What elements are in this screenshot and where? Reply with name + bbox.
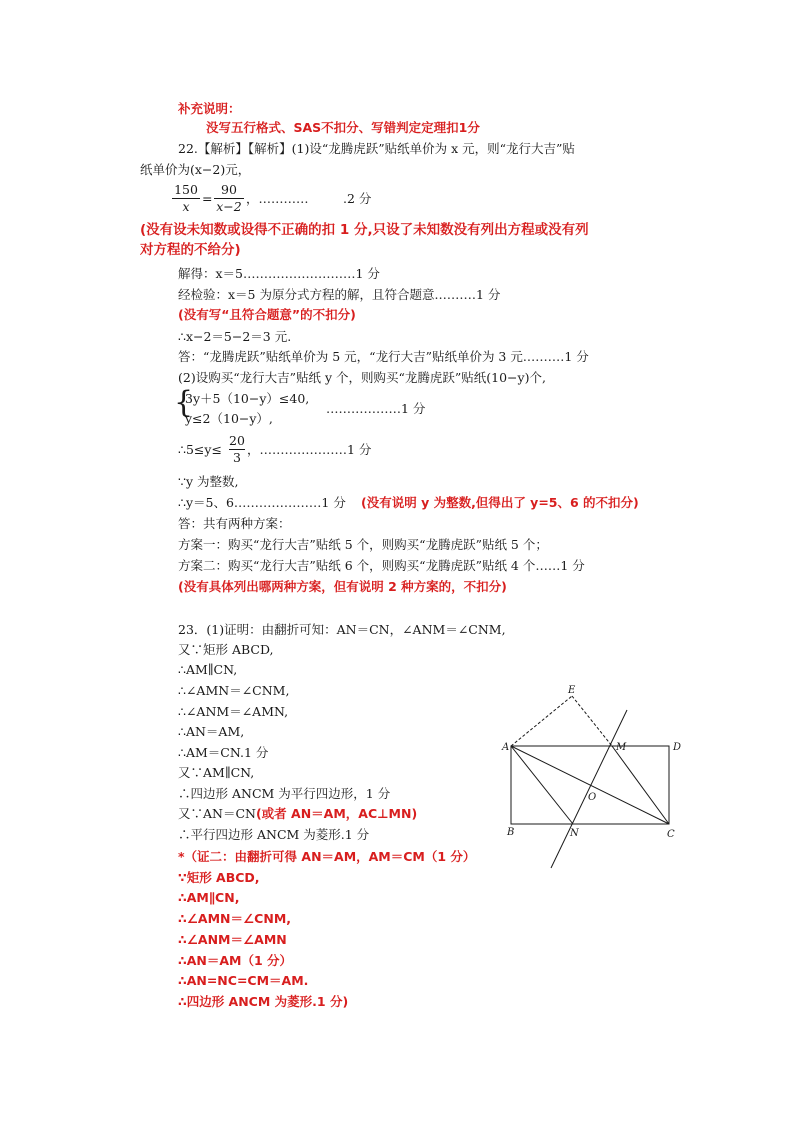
point-label-o: O	[588, 792, 597, 803]
q22-y-values: ∴y＝5、6…………………1 分	[178, 495, 346, 510]
q22-solve: 解得：x＝5………………………1 分	[178, 266, 380, 281]
q23-alt-proof-8: ∴四边形 ANCM 为菱形.1 分)	[178, 994, 349, 1009]
segment-an	[511, 746, 573, 824]
q22-system-eq2: y≤2（10−y）,	[185, 411, 273, 426]
q23-line-3: ∴AM∥CN,	[178, 662, 238, 677]
q22-ineq-tail: ，…………………1 分	[247, 442, 372, 457]
fraction-denominator: x−2	[216, 199, 242, 214]
q23-line-9: ∴四边形 ANCM 为平行四边形，1 分	[178, 786, 391, 801]
q23-alt-proof-5: ∴∠ANM＝∠AMN	[178, 932, 287, 947]
supplement-title: 补充说明：	[178, 101, 241, 116]
fraction-denominator: 3	[233, 450, 241, 465]
q22-line1: 22.【解析】【解析】(1)设“龙腾虎跃”贴纸单价为 x 元，则“龙行大吉”贴	[178, 141, 575, 156]
q22-red-note-1b: 对方程的不给分)	[140, 242, 241, 258]
supplement-note: 没写五行格式、SAS不扣分、写错判定定理扣1分	[206, 120, 480, 135]
q22-since-integer: ∵y 为整数,	[178, 474, 239, 489]
point-label-m: M	[616, 742, 627, 753]
q22-red-note-3: (没有说明 y 为整数,但得出了 y=5、6 的不扣分)	[361, 495, 639, 510]
dashed-line-ae	[511, 696, 572, 746]
q22-ineq-pre: ∴5≤y≤	[178, 442, 222, 457]
q22-answer-2: 答：共有两种方案：	[178, 516, 291, 531]
point-label-e: E	[568, 685, 576, 696]
q22-system-score: ………………1 分	[326, 401, 426, 416]
q22-ineq-fraction	[229, 434, 245, 465]
q23-alt-proof-3: ∴AM∥CN,	[178, 890, 240, 905]
q22-eq-sign: =	[202, 191, 213, 206]
q23-line-7: ∴AM＝CN.1 分	[178, 745, 269, 760]
diagonal-ac	[511, 746, 669, 824]
q23-alt-proof-2: ∵矩形 ABCD,	[178, 870, 260, 885]
q22-eq-score: .2 分	[343, 191, 372, 206]
geometry-figure	[498, 682, 688, 872]
q23-line-11: ∴平行四边形 ANCM 为菱形.1 分	[178, 827, 370, 842]
q22-therefore-1: ∴x−2＝5−2＝3 元.	[178, 329, 292, 344]
q22-plan-2: 方案二：购买“龙行大吉”贴纸 6 个，则购买“龙腾虎跃”贴纸 4 个……1 分	[178, 558, 585, 573]
fold-line-mn	[551, 710, 627, 868]
q23-line-10-red-note: (或者 AN＝AM，AC⊥MN)	[255, 806, 418, 821]
q22-red-note-1a: (没有设未知数或设得不正确的扣 1 分,只设了未知数没有列出方程或没有列	[140, 222, 589, 238]
dashed-line-em	[572, 696, 612, 746]
q23-alt-proof-6: ∴AN＝AM（1 分）	[178, 953, 292, 968]
q23-alt-proof-4: ∴∠AMN＝∠CNM,	[178, 911, 292, 926]
point-label-n: N	[570, 828, 579, 839]
point-label-a: A	[502, 742, 510, 753]
q22-check: 经检验：x＝5 为原分式方程的解，且符合题意.………1 分	[178, 287, 501, 302]
q22-red-note-2: (没有写“且符合题意”的不扣分)	[178, 307, 356, 322]
q22-line2: 纸单价为(x−2)元，	[140, 162, 251, 177]
q23-line-2: 又∵矩形 ABCD,	[178, 642, 274, 657]
q23-alt-proof-7: ∴AN=NC=CM＝AM.	[178, 973, 309, 988]
q23-line-5: ∴∠ANM＝∠AMN,	[178, 704, 289, 719]
q22-red-note-4: (没有具体列出哪两种方案，但有说明 2 种方案的，不扣分)	[178, 579, 507, 594]
fraction-denominator: x	[182, 199, 190, 214]
q23-line-10-text: 又∵AN＝CN	[178, 806, 256, 821]
q23-alt-proof-1: *（证二：由翻折可得 AN＝AM，AM＝CM（1 分）	[178, 849, 476, 864]
point-label-b: B	[507, 827, 515, 838]
q23-line-10	[178, 806, 417, 822]
fraction-numerator: 150	[174, 182, 198, 197]
q22-plan-1: 方案一：购买“龙行大吉”贴纸 5 个，则购买“龙腾虎跃”贴纸 5 个；	[178, 537, 548, 552]
q22-answer-1: 答：“龙腾虎跃”贴纸单价为 5 元，“龙行大吉”贴纸单价为 3 元.………1 分	[178, 349, 589, 364]
q23-line-4: ∴∠AMN＝∠CNM,	[178, 683, 290, 698]
q22-fraction-2	[214, 183, 244, 214]
q22-fraction-1	[172, 183, 200, 214]
point-label-d: D	[673, 742, 682, 753]
segment-mc	[612, 746, 669, 824]
q22-system-eq1: 3y＋5（10−y）≤40,	[185, 391, 310, 406]
point-label-c: C	[667, 829, 675, 840]
fraction-numerator: 20	[229, 433, 245, 448]
q23-line-6: ∴AN＝AM,	[178, 724, 245, 739]
q23-line-8: 又∵AM∥CN,	[178, 765, 255, 780]
system-brace: {	[174, 385, 194, 420]
q23-line-1: 23．(1)证明：由翻折可知：AN＝CN，∠ANM＝∠CNM,	[178, 622, 506, 637]
q22-part2: (2)设购买“龙行大吉”贴纸 y 个，则购买“龙腾虎跃”贴纸(10−y)个,	[178, 370, 546, 385]
q22-eq-tail: ，…………	[246, 191, 309, 206]
fraction-numerator: 90	[221, 182, 237, 197]
